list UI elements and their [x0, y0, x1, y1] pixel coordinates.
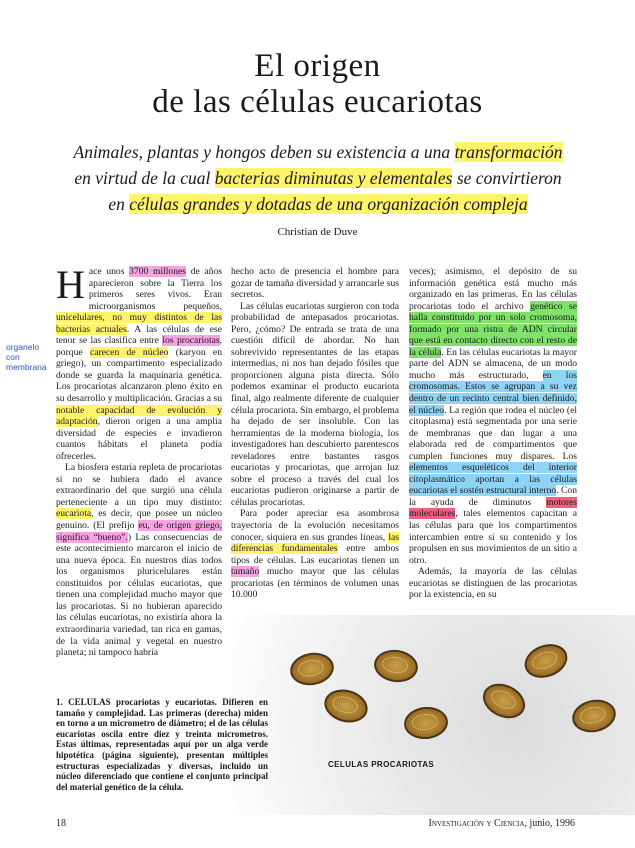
prokaryote-cell-image: [403, 705, 450, 741]
text-run: , porque: [56, 335, 223, 358]
deck-line3: [62, 191, 574, 217]
column-2: [231, 266, 399, 601]
text-run: , es decir, que posee un núcleo genuino. (El prefijo: [56, 508, 222, 532]
highlight-yellow: las diferencias fundamentales: [231, 531, 399, 555]
deck-highlight: células grandes y dotadas de una organización compleja: [129, 194, 528, 214]
highlight-pink: los procariotas: [162, 335, 220, 347]
paragraph: Además, la mayoría de las células eucariotas se distinguen de las procariotas por la existencia, en su: [409, 566, 577, 601]
paragraph: hecho acto de presencia el hombre para gozar de tamaña diversidad y arrancarle sus secretos.: [231, 266, 399, 301]
deck-text: en virtud de la cual: [74, 168, 215, 188]
issue-date: , junio, 1996: [524, 818, 575, 829]
highlight-red: motores moleculares: [409, 496, 577, 520]
paragraph: Las células eucariotas surgieron con toda probabilidad de antepasados procariotas. Pero, ¿cómo? De entrada se trata de una cuestión difícil de abordar. No han sobrevivido representantes de las etapas intermedias, ni nos han dejado fósiles que proporcionen alguna pista directa. Sólo podemos examinar el producto eucariota final, algo realmente diferente de cualquier célula procariota. Sin embargo, el problema ha dejado de ser insoluble. Con las herramientas de la moderna biología, los investigadores han descubierto parentescos reveladores entre bastantes rasgos eucariotas y procariotas, que arrojan luz sobre el proceso a través del cual los eucariotas pudieron originarse a partir de células procariotas.: [231, 300, 399, 508]
deck-highlight: bacterias diminutas y elementales: [214, 168, 453, 188]
prokaryote-cell-image: [372, 647, 420, 685]
text-run: . Con la ayuda de diminutos: [409, 485, 577, 508]
paragraph: [56, 262, 223, 462]
margin-annotation: organelo con membrana: [6, 342, 47, 372]
text-run: entre ambos tipos de células. Las eucariotas tienen un: [231, 543, 399, 566]
highlight-pink: eu, de origen griego, significa “bueno”.: [56, 520, 223, 543]
figure-label: CELULAS PROCARIOTAS: [328, 760, 435, 769]
text-run: , tales elementos capacitan a las células para que los compartimentos intercambien entre sí su contenido y los propulsen en sus movimientos de un sitio a otro.: [409, 508, 577, 566]
prokaryote-cell-image: [569, 696, 619, 736]
drop-cap: H: [56, 262, 85, 307]
paragraph: [56, 462, 222, 658]
highlight-blue: en los cromosomas. Estos se agrupan a su vez dentro de un recinto central bien definido, el núcleo: [409, 369, 577, 416]
text-run: . La región que rodea el núcleo (el citoplasma) está segmentada por una serie de membranas que dan lugar a una elaborada red de compartimentos que cumplen funciones muy dispares. Los: [409, 404, 577, 462]
deck-text: Animales, plantas y hongos deben su existencia a una: [73, 142, 455, 162]
figure-caption: 1. CELULAS procariotas y eucariotas. Difieren en tamaño y complejidad. Las primeras (derecha) miden en torno a un micrometro de diámetro; el de las células eucariotas oscila entre diez y treinta micrometros. Estas últimas, representadas aquí por un alga verde hipotética (página siguiente), presentan múltiples estructuras especializadas y diversas, incluido un núcleo diferenciado que contiene el conjunto principal del material genético de la célula.: [56, 697, 268, 792]
text-run: de años aparecieron sobre la Tierra los primeros seres vivos. Eran microorganismos pequeños,: [88, 266, 222, 312]
page-number: 18: [56, 818, 66, 829]
deck-text: se convirtieron: [452, 168, 562, 188]
paragraph: [231, 508, 399, 600]
text-run: ace unos: [88, 266, 130, 277]
text-run: Para poder apreciar esa asombrosa trayectoria de la evolución necesitamos conocer, siquiera en sus grandes líneas,: [231, 508, 399, 543]
highlight-yellow: eucariota: [56, 508, 92, 520]
text-run: . En las células eucariotas la mayor parte del ADN se almacena, de un modo mucho más estructurado,: [409, 346, 577, 381]
highlight-blue: elementos esqueléticos del interior citoplasmático aportan a las células eucariotas el sostén estructural interno: [409, 462, 577, 497]
text-run: . A las células de ese tenor se las clasifica entre: [56, 323, 223, 347]
highlight-yellow: notable capacidad de evolución y adaptación: [56, 404, 222, 428]
prokaryote-cell-image: [520, 638, 572, 683]
prokaryote-cell-image: [288, 649, 337, 688]
deck-highlight: transformación: [454, 142, 563, 162]
deck-text: en: [108, 194, 130, 214]
highlight-pink: 3700 millones: [129, 266, 187, 277]
prokaryote-cells-figure: [232, 615, 635, 815]
text-run: , dieron origen a una amplia diversidad de especies e invadieron cuantos hábitats el planeta podía ofrecerles.: [56, 416, 222, 462]
prokaryote-cell-image: [321, 685, 372, 727]
deck-line2: [62, 165, 574, 191]
text-run: ) Las consecuencias de este acontecimiento marcaron el inicio de una nueva época. En nuestros días todos los organismos pluricelulares están constituidos por células eucariotas, que tienen una complejidad mucho mayor que las procariotas. Si no hubieran aparecido las células eucariotas, no existiría ahora la extraordinaria variedad, tan rica en gamas, de la vida animal y vegetal en nuestro planeta; ni tampoco habría: [56, 531, 223, 659]
text-run: mucho mayor que las células procariotas (en términos de volumen unas 10.000: [231, 566, 399, 601]
column-1: [56, 262, 223, 659]
highlight-yellow: unicelulares, no muy distintos de las bacterias actuales: [56, 312, 222, 335]
magazine-name: Investigación y Ciencia: [428, 818, 525, 829]
deck-line1: [62, 139, 574, 165]
highlight-yellow: carecen de núcleo: [89, 346, 169, 358]
column-3: [409, 266, 577, 601]
author-byline: Christian de Duve: [277, 226, 358, 238]
highlight-green: genético se halla constituido por un solo cromosoma, formado por una ristra de ADN circular que está en contacto directo con el resto de la célula: [409, 300, 577, 358]
article-title-line1: El origen: [254, 48, 381, 84]
prokaryote-cell-image: [477, 677, 530, 725]
highlight-pink: tamaño: [231, 566, 260, 578]
text-run: veces); asimismo, el depósito de su información genética está mucho más organizado en las primeras. En las células procariotas todo el archivo: [409, 266, 577, 312]
text-run: (karyon en griego), un compartimento especializado donde se guarda la maquinaria genética. Los procariotas alcanzaron pleno éxito en su desarrollo y multiplicación. Gracias a su: [56, 346, 222, 405]
paragraph: [409, 266, 577, 566]
running-footer: [429, 818, 575, 829]
text-run: La biosfera estaría repleta de procariotas si no se hubiera dado el avance extraordinario del que surgió una célula perteneciente a un tipo muy distinto:: [56, 462, 222, 508]
article-title-line2: de las células eucariotas: [152, 84, 483, 120]
